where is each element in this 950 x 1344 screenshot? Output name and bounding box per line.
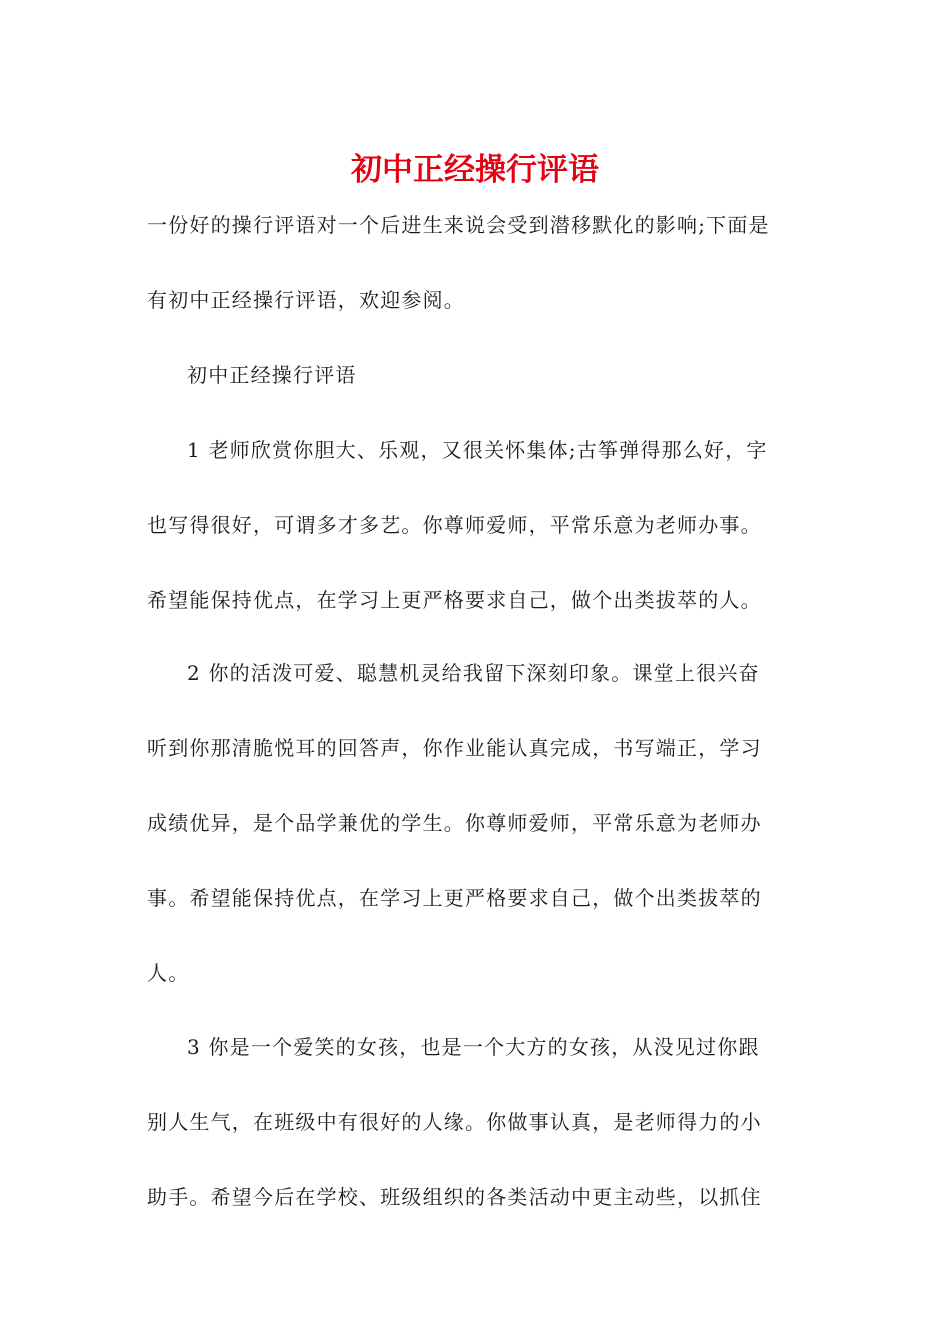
comment-2-line-5: 人。: [147, 961, 190, 985]
comment-2-line-1: 2 你的活泼可爱、聪慧机灵给我留下深刻印象。课堂上很兴奋: [187, 661, 760, 685]
intro-line-2: 有初中正经操行评语，欢迎参阅。: [147, 288, 465, 312]
intro-line-1: 一份好的操行评语对一个后进生来说会受到潜移默化的影响;下面是: [147, 213, 770, 237]
comment-2-line-4: 事。希望能保持优点，在学习上更严格要求自己，做个出类拔萃的: [147, 886, 762, 910]
comment-1-line-2: 也写得很好，可谓多才多艺。你尊师爱师，平常乐意为老师办事。: [147, 513, 762, 537]
comment-3-line-3: 助手。希望今后在学校、班级组织的各类活动中更主动些，以抓住: [147, 1185, 762, 1209]
comment-1-line-1: 1 老师欣赏你胆大、乐观，又很关怀集体;古筝弹得那么好，字: [187, 438, 768, 462]
comment-2-line-3: 成绩优异，是个品学兼优的学生。你尊师爱师，平常乐意为老师办: [147, 811, 762, 835]
comment-1-line-3: 希望能保持优点，在学习上更严格要求自己，做个出类拔萃的人。: [147, 588, 762, 612]
comment-3-line-2: 别人生气，在班级中有很好的人缘。你做事认真，是老师得力的小: [147, 1110, 762, 1134]
section-heading: 初中正经操行评语: [187, 363, 357, 387]
comment-3-line-1: 3 你是一个爱笑的女孩，也是一个大方的女孩，从没见过你跟: [187, 1035, 760, 1059]
document-title: 初中正经操行评语: [351, 152, 599, 188]
comment-2-line-2: 听到你那清脆悦耳的回答声，你作业能认真完成，书写端正，学习: [147, 736, 762, 760]
